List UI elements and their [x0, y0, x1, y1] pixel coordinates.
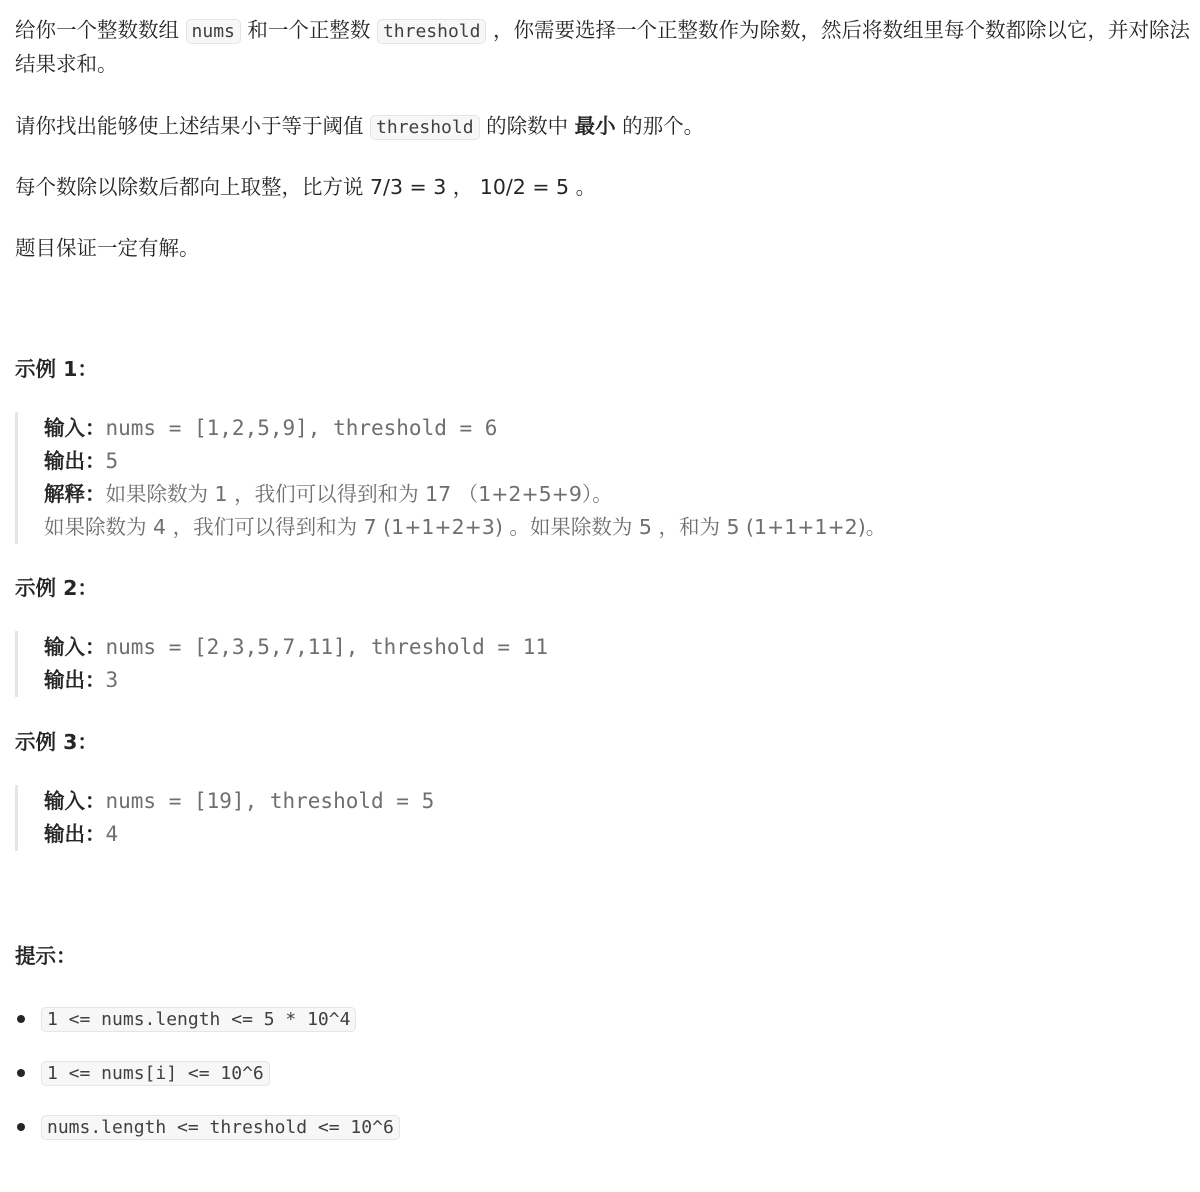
intro-paragraph-1: 给你一个整数数组 nums 和一个正整数 threshold ，你需要选择一个正整数作为除数，然后将数组里每个数都除以它，并对除法结果求和。 — [15, 18, 1190, 76]
bullet-icon — [17, 1015, 25, 1023]
example-1-explain-2: 如果除数为 4 ，我们可以得到和为 7 (1+1+2+3) 。如果除数为 5 ，和为 5 (1+1+1+2)。 — [44, 515, 887, 539]
example-1-output: 5 — [105, 449, 119, 473]
example-1-title: 示例 1： — [15, 357, 98, 381]
hints-title: 提示： — [15, 944, 77, 968]
hint-item: nums.length <= threshold <= 10^6 — [15, 1110, 400, 1164]
bullet-icon — [17, 1123, 25, 1131]
code-threshold-2: threshold — [370, 115, 480, 140]
example-3-title: 示例 3： — [15, 730, 98, 754]
example-2-input: nums = [2,3,5,7,11], threshold = 11 — [105, 635, 549, 659]
example-2-title: 示例 2： — [15, 576, 98, 600]
code-nums: nums — [186, 19, 241, 44]
hint-item: 1 <= nums.length <= 5 * 10^4 — [15, 1002, 400, 1056]
example-1-input: nums = [1,2,5,9], threshold = 6 — [105, 416, 498, 440]
bold-smallest: 最小 — [574, 114, 616, 138]
example-2-block: 输入：nums = [2,3,5,7,11], threshold = 11 输出：3 — [15, 631, 1200, 697]
example-1-explain-1: 如果除数为 1 ，我们可以得到和为 17 （1+2+5+9）。 — [105, 482, 613, 506]
hints-list — [15, 1002, 400, 1164]
hint-item: 1 <= nums[i] <= 10^6 — [15, 1056, 400, 1110]
intro-paragraph-4: 题目保证一定有解。 — [15, 236, 200, 260]
example-3-block: 输入：nums = [19], threshold = 5 输出：4 — [15, 785, 1200, 851]
code-threshold: threshold — [377, 19, 487, 44]
example-1-block: 输入：nums = [1,2,5,9], threshold = 6 输出：5 解释：如果除数为 1 ，我们可以得到和为 17 （1+2+5+9）。 如果除数为 4 ，我们可以得到和为 7 (1+1+2+3) 。如果除数为 5 ，和为 5 (1+1+1+2)。 — [15, 412, 1200, 544]
example-3-output: 4 — [105, 822, 119, 846]
intro-paragraph-3: 每个数除以除数后都向上取整，比方说 7/3 = 3 ， 10/2 = 5 。 — [15, 175, 597, 199]
intro-paragraph-2: 请你找出能够使上述结果小于等于阈值 threshold 的除数中 最小 的那个。 — [15, 114, 705, 138]
example-3-input: nums = [19], threshold = 5 — [105, 789, 435, 813]
example-2-output: 3 — [105, 668, 119, 692]
bullet-icon — [17, 1069, 25, 1077]
